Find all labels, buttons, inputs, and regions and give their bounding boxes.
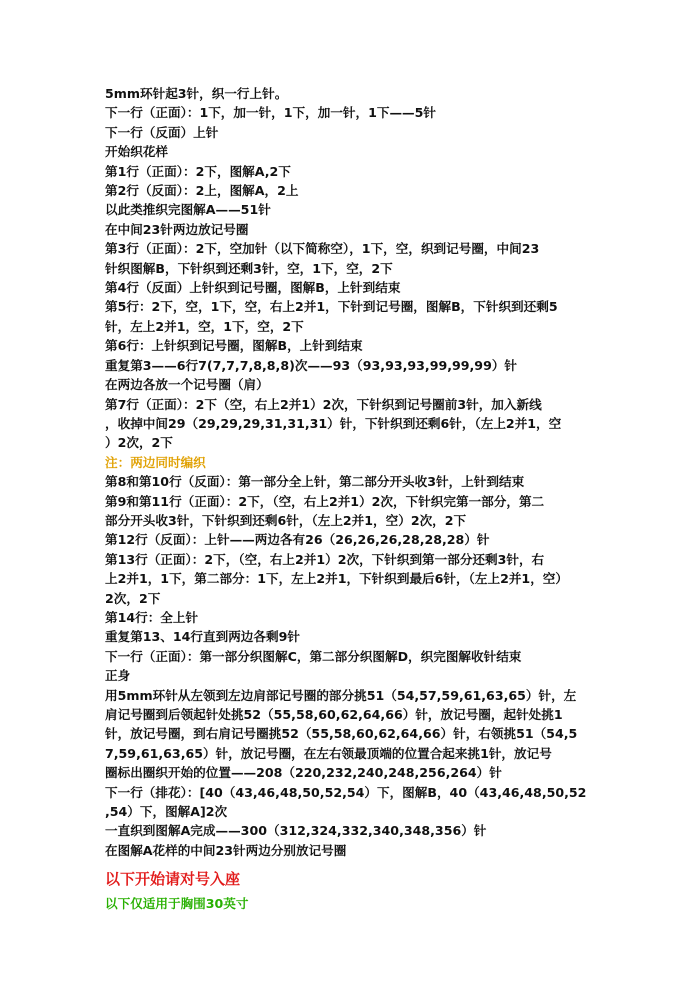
instruction-line: 第14行：全上针 bbox=[105, 609, 199, 625]
instruction-line: 第4行（反面）上针织到记号圈，图解B，上针到结束 bbox=[105, 280, 401, 296]
instruction-line: 下一行（正面）：1下，加一针，1下，加一针，1下——5针 bbox=[105, 105, 437, 121]
instruction-line: ）2次，2下 bbox=[105, 435, 173, 451]
instruction-line: 7,59,61,63,65）针，放记号圈，在左右领最顶端的位置合起来挑1针，放记号 bbox=[105, 745, 552, 761]
instruction-line: 以此类推织完图解A——51针 bbox=[105, 202, 271, 218]
instruction-line: 肩记号圈到后领起针处挑52（55,58,60,62,64,66）针，放记号圈，起针处挑1 bbox=[105, 707, 563, 722]
instruction-line: ，收掉中间29（29,29,29,31,31,31）针，下针织到还剩6针，（左上2并1，空 bbox=[105, 415, 562, 431]
instruction-line: 第7行（正面）：2下（空，右上2并1）2次，下针织到记号圈前3针，加入新线 bbox=[105, 396, 542, 412]
instruction-line: 第13行（正面）：2下，（空，右上2并1）2次，下针织到第一部分还剩3针，右 bbox=[105, 551, 545, 567]
instruction-line: 第8和第10行（反面）：第一部分全上针，第二部分开头收3针，上针到结束 bbox=[105, 474, 525, 490]
instruction-line: 针织图解B，下针织到还剩3针，空，1下，空，2下 bbox=[105, 260, 393, 276]
instruction-line: 针，左上2并1，空，1下，空，2下 bbox=[105, 318, 304, 334]
instructions-part-1 bbox=[105, 84, 605, 453]
instruction-line: 用5mm环针从左领到左边肩部记号圈的部分挑51（54,57,59,61,63,65）针，左 bbox=[105, 687, 577, 703]
instruction-line: 第9和第11行（正面）：2下，（空，右上2并1）2次，下针织完第一部分，第二 bbox=[105, 493, 545, 509]
instruction-line: 下一行（反面）上针 bbox=[105, 124, 219, 140]
instruction-line: 在图解A花样的中间23针两边分别放记号圈 bbox=[105, 842, 347, 858]
instruction-line: 正身 bbox=[105, 668, 131, 684]
simultaneous-note: 注：两边同时编织 bbox=[105, 454, 206, 470]
instruction-line: 重复第3——6行7(7,7,7,8,8,8)次——93（93,93,93,99,99,99）针 bbox=[105, 357, 518, 373]
instruction-line: 上2并1，1下，第二部分：1下，左上2并1，下针织到最后6针，（左上2并1，空） bbox=[105, 571, 568, 587]
instruction-line: 部分开头收3针，下针织到还剩6针，（左上2并1，空）2次，2下 bbox=[105, 512, 467, 528]
instruction-line: 下一行（正面）：第一部分织图解C，第二部分织图解D，织完图解收针结束 bbox=[105, 648, 522, 664]
instruction-line: 下一行（排花）：[40（43,46,48,50,52,54）下，图解B，40（43,46,48,50,52 bbox=[105, 784, 587, 800]
instructions-part-2 bbox=[105, 472, 605, 860]
instruction-line: 针，放记号圈，到右肩记号圈挑52（55,58,60,62,64,66）针，右领挑51（54,5 bbox=[105, 726, 578, 742]
instruction-line: 重复第13、14行直到两边各剩9针 bbox=[105, 629, 300, 645]
instruction-line: 5mm环针起3针，织一行上针。 bbox=[105, 86, 288, 101]
instruction-line: 一直织到图解A完成——300（312,324,332,340,348,356）针 bbox=[105, 823, 487, 839]
instruction-line: 第6行：上针织到记号圈，图解B，上针到结束 bbox=[105, 338, 363, 354]
instruction-line: ,54）下，图解A]2次 bbox=[105, 804, 228, 820]
size-note: 以下仅适用于胸围30英寸 bbox=[105, 896, 249, 912]
instruction-line: 开始织花样 bbox=[105, 144, 168, 160]
instruction-line: 在两边各放一个记号圈（肩） bbox=[105, 377, 269, 393]
instruction-line: 第1行（正面）：2下，图解A,2下 bbox=[105, 163, 291, 179]
instruction-line: 第3行（正面）：2下，空加针（以下简称空），1下，空，织到记号圈，中间23 bbox=[105, 241, 540, 257]
instruction-line: 第5行：2下，空，1下，空，右上2并1，下针到记号圈，图解B，下针织到还剩5 bbox=[105, 299, 558, 315]
instruction-line: 第2行（反面）：2上，图解A，2上 bbox=[105, 183, 299, 199]
instruction-line: 圈标出圈织开始的位置——208（220,232,240,248,256,264）针 bbox=[105, 765, 502, 781]
instruction-line: 在中间23针两边放记号圈 bbox=[105, 221, 249, 237]
pattern-document bbox=[105, 84, 605, 914]
instruction-line: 第12行（反面）：上针——两边各有26（26,26,26,28,28,28）针 bbox=[105, 532, 490, 548]
instruction-line: 2次，2下 bbox=[105, 590, 161, 606]
section-heading: 以下开始请对号入座 bbox=[105, 870, 241, 889]
